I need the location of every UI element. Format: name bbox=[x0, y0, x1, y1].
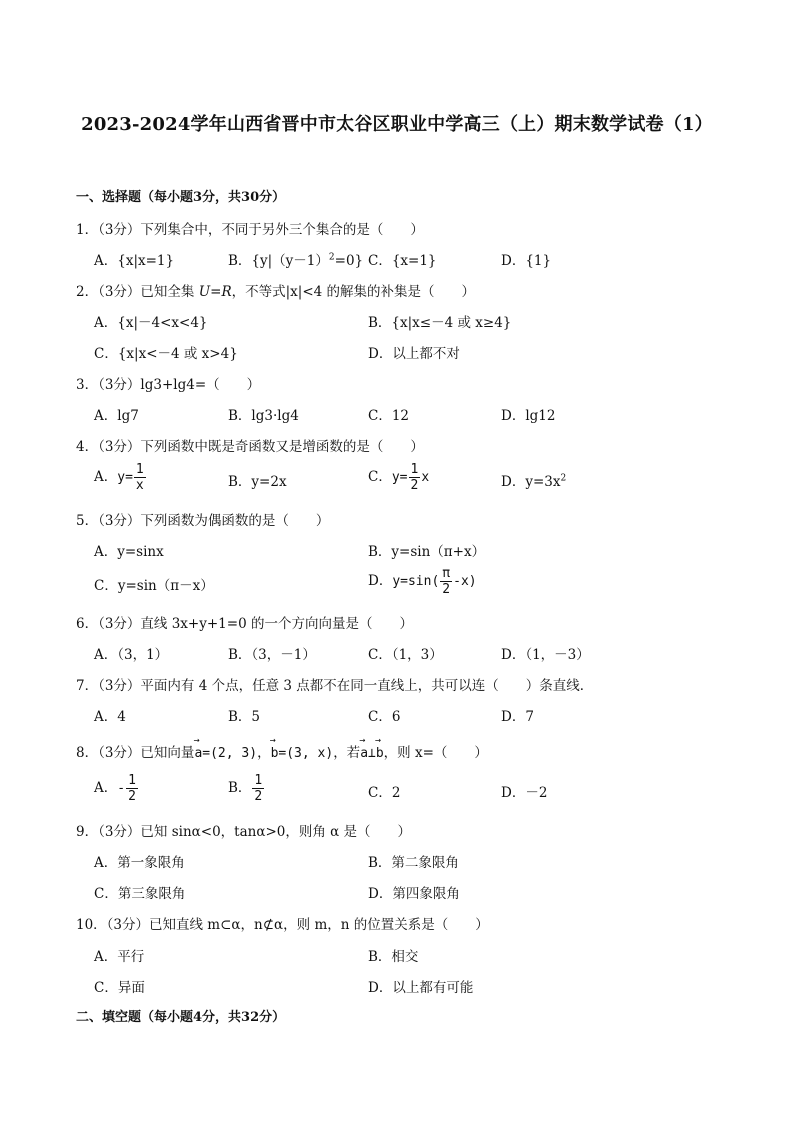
q2-option-c: C．{x|x<－4 或 x>4} bbox=[94, 346, 238, 362]
q4-option-a-label: A． bbox=[94, 469, 118, 485]
q2-option-a: A．{x|－4<x<4} bbox=[94, 315, 208, 331]
q4-option-a-num: 1 bbox=[135, 462, 144, 477]
q2-option-d: D．以上都不对 bbox=[368, 346, 460, 362]
q8-option-b-num: 1 bbox=[254, 773, 263, 788]
q5-option-a: A．y=sinx bbox=[94, 544, 164, 560]
question-6: 6．（3分）直线 3x+y+1=0 的一个方向向量是（ ） bbox=[76, 616, 413, 632]
q5-option-d-num: π bbox=[442, 566, 451, 581]
q3-option-b: B．lg3·lg4 bbox=[228, 408, 299, 424]
q8-option-c: C．2 bbox=[368, 785, 401, 801]
q1-option-d: D．{1} bbox=[501, 253, 552, 269]
question-9: 9．（3分）已知 sinα<0，tanα>0，则角 α 是（ ） bbox=[76, 824, 412, 840]
q6-option-d: D．（1，－3） bbox=[501, 647, 590, 663]
q8-option-a-fraction bbox=[126, 773, 138, 804]
question-4: 4．（3分）下列函数中既是奇函数又是增函数的是（ ） bbox=[76, 439, 424, 455]
q8-option-b-label: B． bbox=[228, 780, 252, 796]
q8-vector-a-2: → a bbox=[360, 746, 368, 761]
q9-option-d: D．第四象限角 bbox=[368, 886, 460, 902]
q7-option-b: B．5 bbox=[228, 709, 261, 725]
q4-option-d bbox=[501, 470, 566, 490]
q5-option-d-fn: y=sin( bbox=[392, 574, 440, 589]
q3-option-d: D．lg12 bbox=[501, 408, 556, 424]
q8-option-a-sign: - bbox=[117, 781, 126, 796]
q1-option-b-post: =0} bbox=[334, 253, 364, 269]
q4-option-a-den: x bbox=[135, 478, 144, 493]
question-5: 5．（3分）下列函数为偶函数的是（ ） bbox=[76, 513, 330, 529]
q8-vector-a-value: =(2, 3) bbox=[202, 746, 258, 761]
q8-separator: ， bbox=[257, 745, 271, 761]
q2-stem-pre: 2．（3分）已知全集 bbox=[76, 284, 199, 300]
q5-option-d-fraction bbox=[440, 566, 452, 597]
q9-option-c: C．第三象限角 bbox=[94, 886, 186, 902]
q2-equals: = bbox=[210, 284, 222, 300]
q8-option-b-den: 2 bbox=[254, 789, 263, 804]
question-1: 1．（3分）下列集合中，不同于另外三个集合的是（ ） bbox=[76, 222, 424, 238]
q1-option-b-sup: 2 bbox=[328, 252, 335, 263]
q8-mid: ，若 bbox=[333, 745, 361, 761]
section-heading-choice: 一、选择题（每小题3分，共30分） bbox=[76, 190, 286, 205]
q6-option-b: B．（3，－1） bbox=[228, 647, 316, 663]
q9-option-b: B．第二象限角 bbox=[368, 855, 459, 871]
exam-title: 2023-2024学年山西省晋中市太谷区职业中学高三（上）期末数学试卷（1） bbox=[81, 114, 713, 135]
q8-option-a-num: 1 bbox=[128, 773, 136, 788]
q2-reals: R bbox=[221, 284, 232, 300]
q1-option-a: A．{x|x=1} bbox=[94, 253, 175, 269]
q8-option-b-fraction bbox=[252, 773, 264, 804]
q8-vector-b-value: =(3, x) bbox=[278, 746, 334, 761]
q10-option-d: D．以上都有可能 bbox=[368, 980, 474, 996]
q4-option-c-den: 2 bbox=[410, 478, 419, 493]
q2-universal-set: U bbox=[198, 284, 211, 300]
q9-option-a: A．第一象限角 bbox=[94, 855, 185, 871]
q10-option-a: A．平行 bbox=[94, 949, 145, 965]
q8-option-a-den: 2 bbox=[128, 789, 136, 804]
q8-perp: ⊥ bbox=[368, 746, 376, 761]
q5-option-c: C．y=sin（π－x） bbox=[94, 578, 214, 594]
q5-option-d-den: 2 bbox=[442, 582, 451, 597]
q4-option-b: B．y=2x bbox=[228, 474, 287, 490]
q3-option-a: A．lg7 bbox=[94, 408, 139, 424]
q8-option-b bbox=[228, 773, 265, 804]
q1-option-b bbox=[228, 249, 363, 269]
q2-stem-post: ，不等式|x|<4 的解集的补集是（ ） bbox=[231, 284, 476, 300]
q5-option-d-label: D． bbox=[368, 573, 393, 589]
q7-option-a: A．4 bbox=[94, 709, 126, 725]
q3-option-c: C．12 bbox=[368, 408, 410, 424]
q4-option-c-fraction bbox=[409, 462, 421, 493]
q8-vector-b-2: → b bbox=[376, 746, 384, 761]
q8-stem-post: ，则 x=（ ） bbox=[383, 745, 488, 761]
question-3: 3．（3分）lg3+lg4=（ ） bbox=[76, 377, 261, 393]
question-2 bbox=[76, 280, 475, 300]
q7-option-d: D．7 bbox=[501, 709, 534, 725]
section-heading-fill: 二、填空题（每小题4分，共32分） bbox=[76, 1010, 286, 1025]
q1-option-b-pre: B．{y|（y－1） bbox=[228, 253, 329, 269]
question-7: 7．（3分）平面内有 4 个点，任意 3 点都不在同一直线上，共可以连（ ）条直线． bbox=[76, 678, 594, 694]
q5-option-d-post: -x) bbox=[453, 574, 477, 589]
q4-option-a-fn: y= bbox=[117, 470, 133, 485]
q8-option-a-label: A． bbox=[94, 780, 118, 796]
q6-option-a: A．（3，1） bbox=[94, 647, 169, 663]
q8-option-d: D．－2 bbox=[501, 785, 548, 801]
q4-option-c-label: C． bbox=[368, 469, 392, 485]
q1-option-c: C．{x=1} bbox=[368, 253, 437, 269]
q8-vector-a: → a bbox=[194, 746, 202, 761]
q4-option-c-x: x bbox=[421, 470, 430, 485]
q4-option-c-num: 1 bbox=[410, 462, 419, 477]
q4-option-d-sup: 2 bbox=[560, 473, 567, 484]
q4-option-a bbox=[94, 462, 147, 493]
q8-stem-pre: 8．（3分）已知向量 bbox=[76, 745, 195, 761]
q4-option-d-pre: D．y=3x bbox=[501, 474, 561, 490]
question-8 bbox=[76, 741, 488, 761]
q10-option-b: B．相交 bbox=[368, 949, 419, 965]
q5-option-d bbox=[368, 566, 477, 597]
q2-option-b: B．{x|x≤－4 或 x≥4} bbox=[368, 315, 512, 331]
q6-option-c: C．（1，3） bbox=[368, 647, 443, 663]
q4-option-c bbox=[368, 462, 429, 493]
q8-vector-b: → b bbox=[271, 746, 279, 761]
q7-option-c: C．6 bbox=[368, 709, 401, 725]
question-10: 10．（3分）已知直线 m⊂α，n⊄α，则 m，n 的位置关系是（ ） bbox=[76, 917, 489, 933]
q5-option-b: B．y=sin（π+x） bbox=[368, 544, 486, 560]
q10-option-c: C．异面 bbox=[94, 980, 145, 996]
q4-option-a-fraction bbox=[134, 462, 146, 493]
q4-option-c-fn: y= bbox=[391, 470, 408, 485]
q8-option-a bbox=[94, 773, 139, 804]
